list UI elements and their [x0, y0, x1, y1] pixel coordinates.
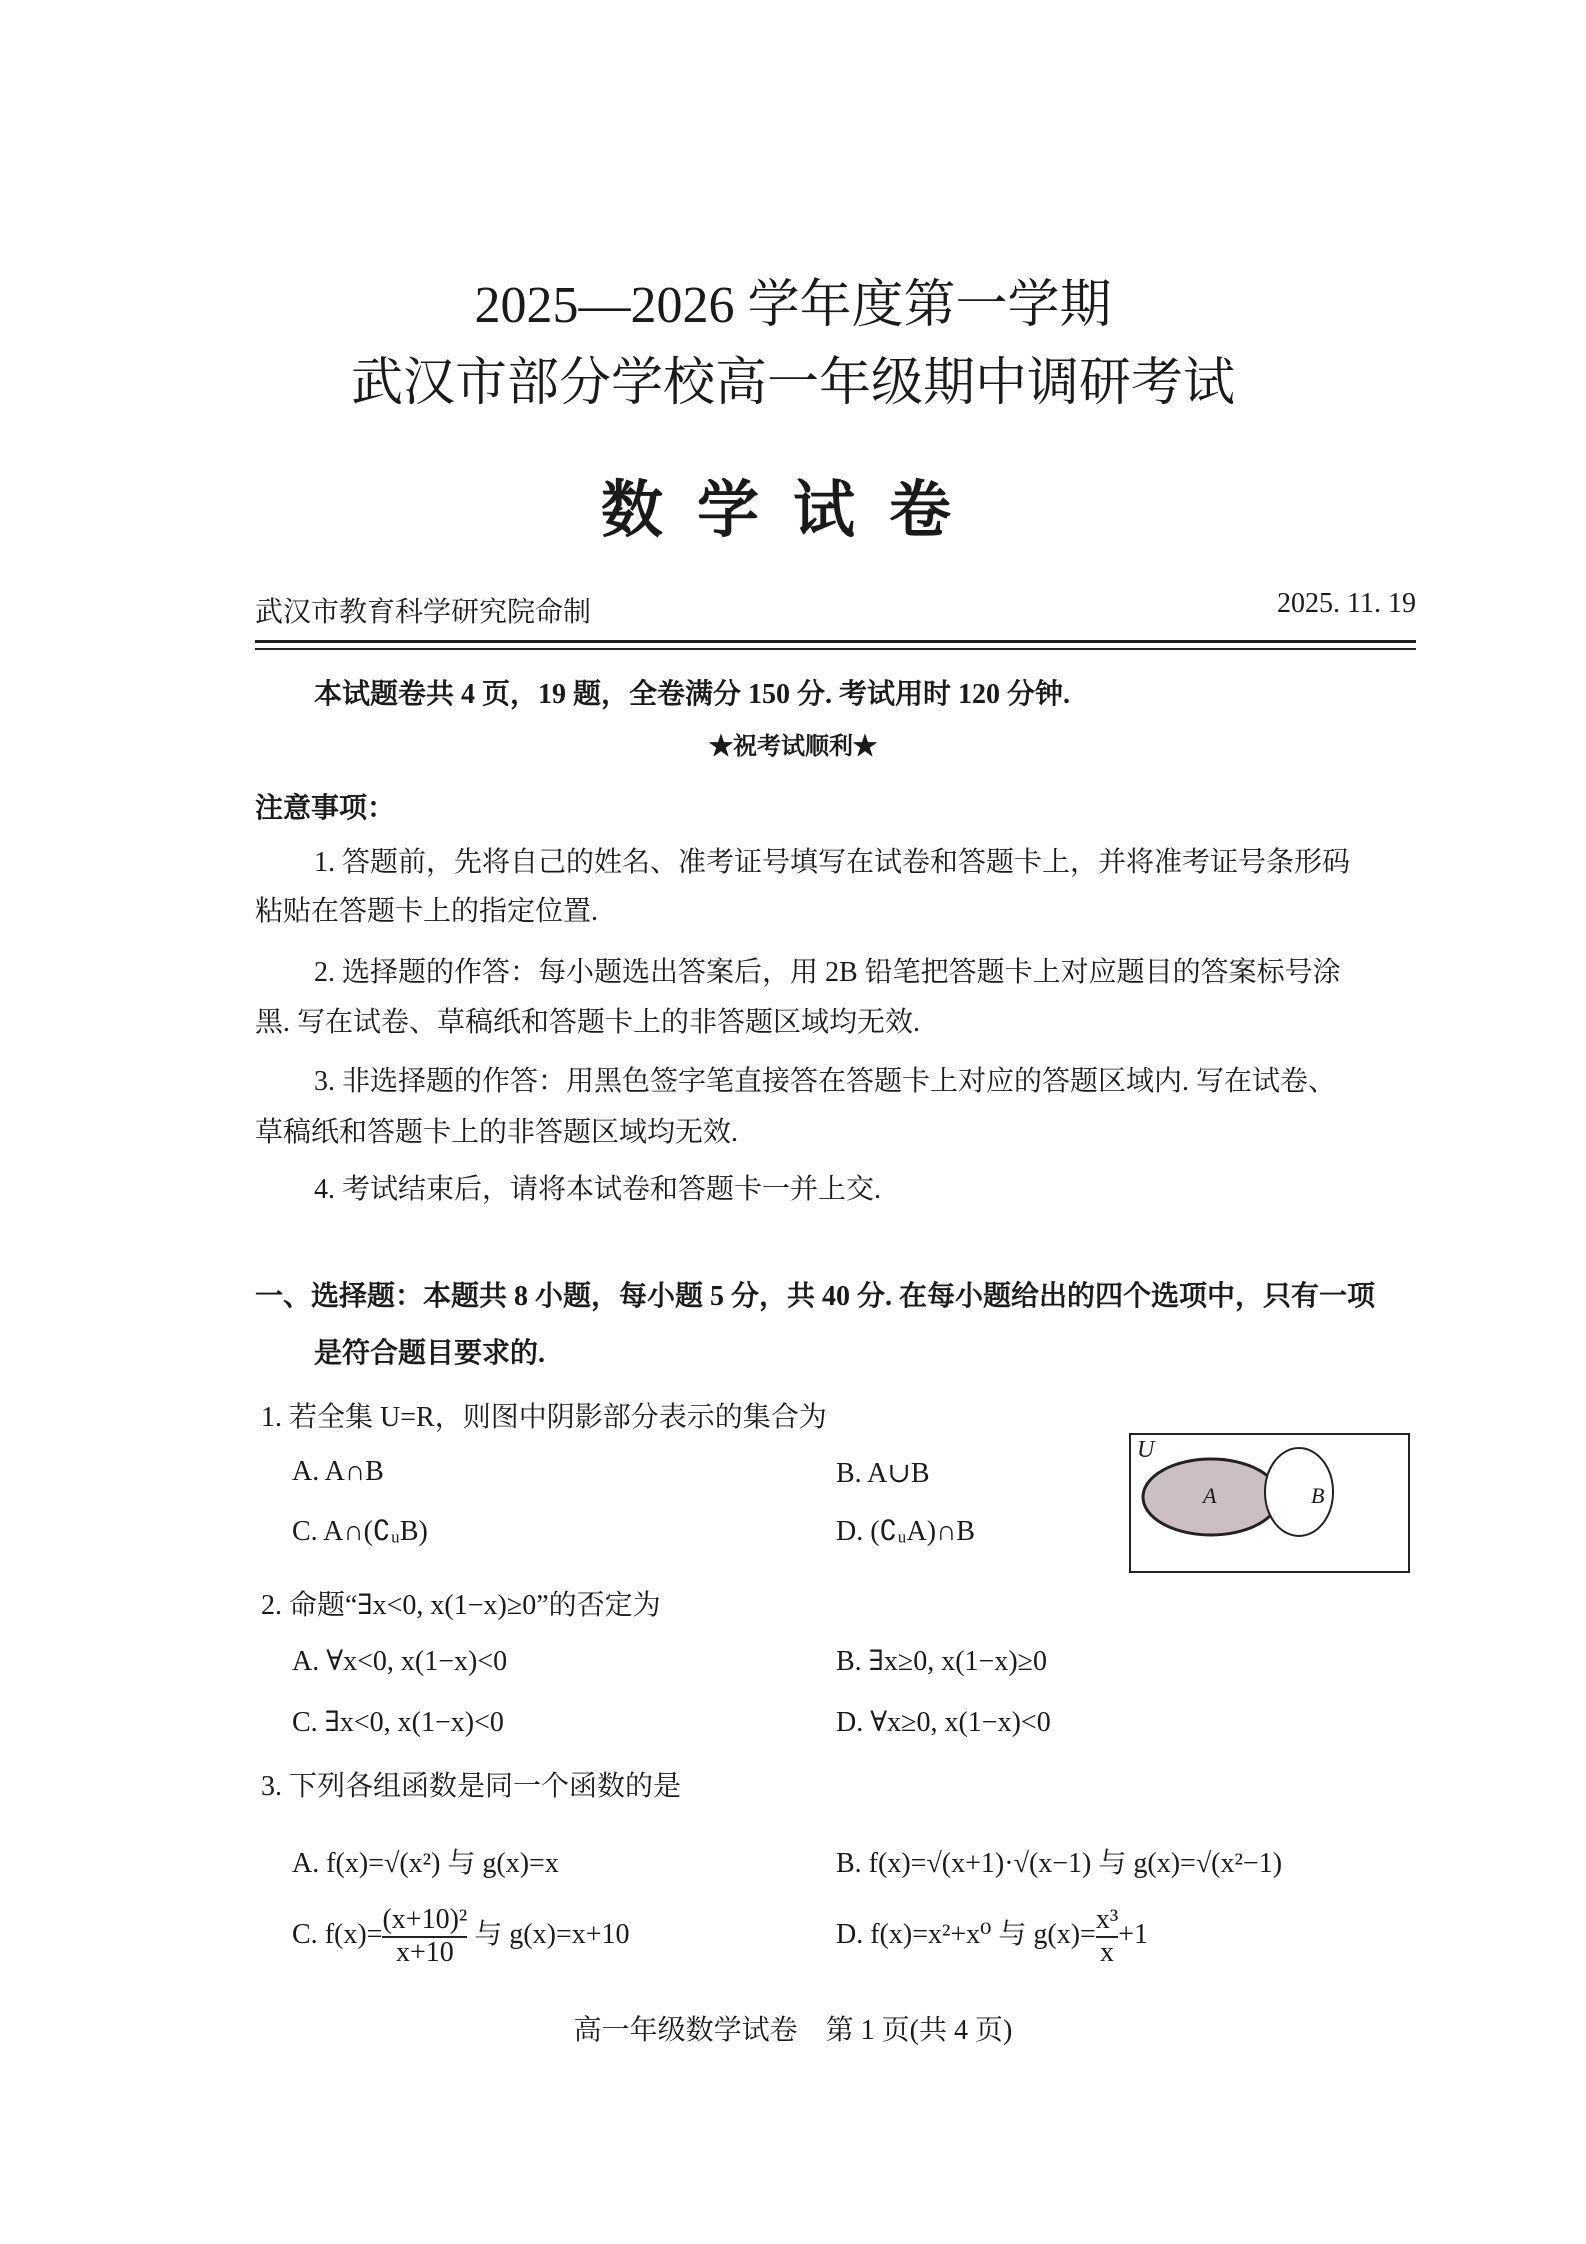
q3-d-numerator: x³: [1096, 1905, 1118, 1938]
section-heading: 一、选择题：本题共 8 小题，每小题 5 分，共 40 分. 在每小题给出的四个选项中，只有一项: [255, 1281, 1376, 1312]
note-3-cont: 草稿纸和答题卡上的非答题区域均无效.: [255, 1117, 739, 1148]
q2-option-c: C. ∃x<0, x(1−x)<0: [292, 1707, 504, 1738]
exam-date: 2025. 11. 19: [1277, 588, 1416, 619]
question-2-stem: 2. 命题“∃x<0, x(1−x)≥0”的否定为: [261, 1590, 661, 1621]
title-line-1: 2025—2026 学年度第一学期: [474, 277, 1112, 334]
q3-d-rhs: +1: [1118, 1919, 1149, 1951]
page-title: 数学试卷: [600, 477, 985, 545]
q3-option-b: B. f(x)=√(x+1)·√(x−1) 与 g(x)=√(x²−1): [836, 1848, 1283, 1879]
q3-c-denominator: x+10: [395, 1936, 454, 1968]
intro: 本试题卷共 4 页，19 题，全卷满分 150 分. 考试用时 120 分钟.: [314, 679, 1071, 710]
q1-option-a: A. A∩B: [292, 1456, 384, 1487]
title-line-2: 武汉市部分学校高一年级期中调研考试: [350, 355, 1235, 412]
venn-diagram: [1129, 1433, 1410, 1573]
q3-c-fraction: [382, 1905, 467, 1969]
note-2-cont: 黑. 写在试卷、草稿纸和答题卡上的非答题区域均无效.: [255, 1007, 921, 1038]
venn-label-u: U: [1137, 1437, 1155, 1463]
notes-heading: 注意事项：: [255, 793, 396, 824]
question-3-stem: 3. 下列各组函数是同一个函数的是: [261, 1771, 682, 1802]
note-1: 1. 答题前，先将自己的姓名、准考证号填写在试卷和答题卡上，并将准考证号条形码: [314, 847, 1351, 878]
author: 武汉市教育科学研究院命制: [255, 597, 592, 628]
q3-d-fraction: [1096, 1905, 1118, 1969]
wish: ★祝考试顺利★: [709, 734, 877, 760]
q3-d-denominator: x: [1100, 1936, 1115, 1968]
q3-option-a: A. f(x)=√(x²) 与 g(x)=x: [292, 1848, 559, 1879]
divider: [255, 648, 1416, 650]
section-heading-cont: 是符合题目要求的.: [314, 1338, 546, 1369]
page-footer: 高一年级数学试卷 第 1 页(共 4 页): [573, 2015, 1013, 2046]
venn-label-b: B: [1311, 1483, 1325, 1508]
note-3: 3. 非选择题的作答：用黑色签字笔直接答在答题卡上对应的答题区域内. 写在试卷、: [314, 1066, 1337, 1097]
q3-c-lhs: f(x)=: [324, 1919, 383, 1951]
question-1-stem: 1. 若全集 U=R，则图中阴影部分表示的集合为: [261, 1402, 827, 1433]
divider: [255, 640, 1416, 643]
note-1-cont: 粘贴在答题卡上的指定位置.: [255, 896, 599, 927]
q3-option-d: [836, 1905, 1148, 1969]
q3-option-c-label: C.: [292, 1919, 318, 1951]
q3-option-d-label: D. f(x)=x²+x⁰ 与 g(x)=: [836, 1919, 1096, 1951]
q2-option-a: A. ∀x<0, x(1−x)<0: [292, 1646, 508, 1677]
note-4: 4. 考试结束后，请将本试卷和答题卡一并上交.: [314, 1174, 882, 1205]
q2-option-b: B. ∃x≥0, x(1−x)≥0: [836, 1646, 1048, 1677]
q3-option-c: [292, 1905, 630, 1969]
q1-option-c: C. A∩(∁ᵤB): [292, 1516, 428, 1547]
q1-option-d: D. (∁ᵤA)∩B: [836, 1516, 975, 1547]
note-2: 2. 选择题的作答：每小题选出答案后，用 2B 铅笔把答题卡上对应题目的答案标号涂: [314, 957, 1341, 988]
q2-option-d: D. ∀x≥0, x(1−x)<0: [836, 1707, 1051, 1738]
q3-c-rhs: 与 g(x)=x+10: [474, 1919, 630, 1951]
q3-c-numerator: (x+10)²: [382, 1905, 467, 1938]
venn-label-a: A: [1203, 1483, 1217, 1508]
q1-option-b: B. A∪B: [836, 1458, 930, 1489]
